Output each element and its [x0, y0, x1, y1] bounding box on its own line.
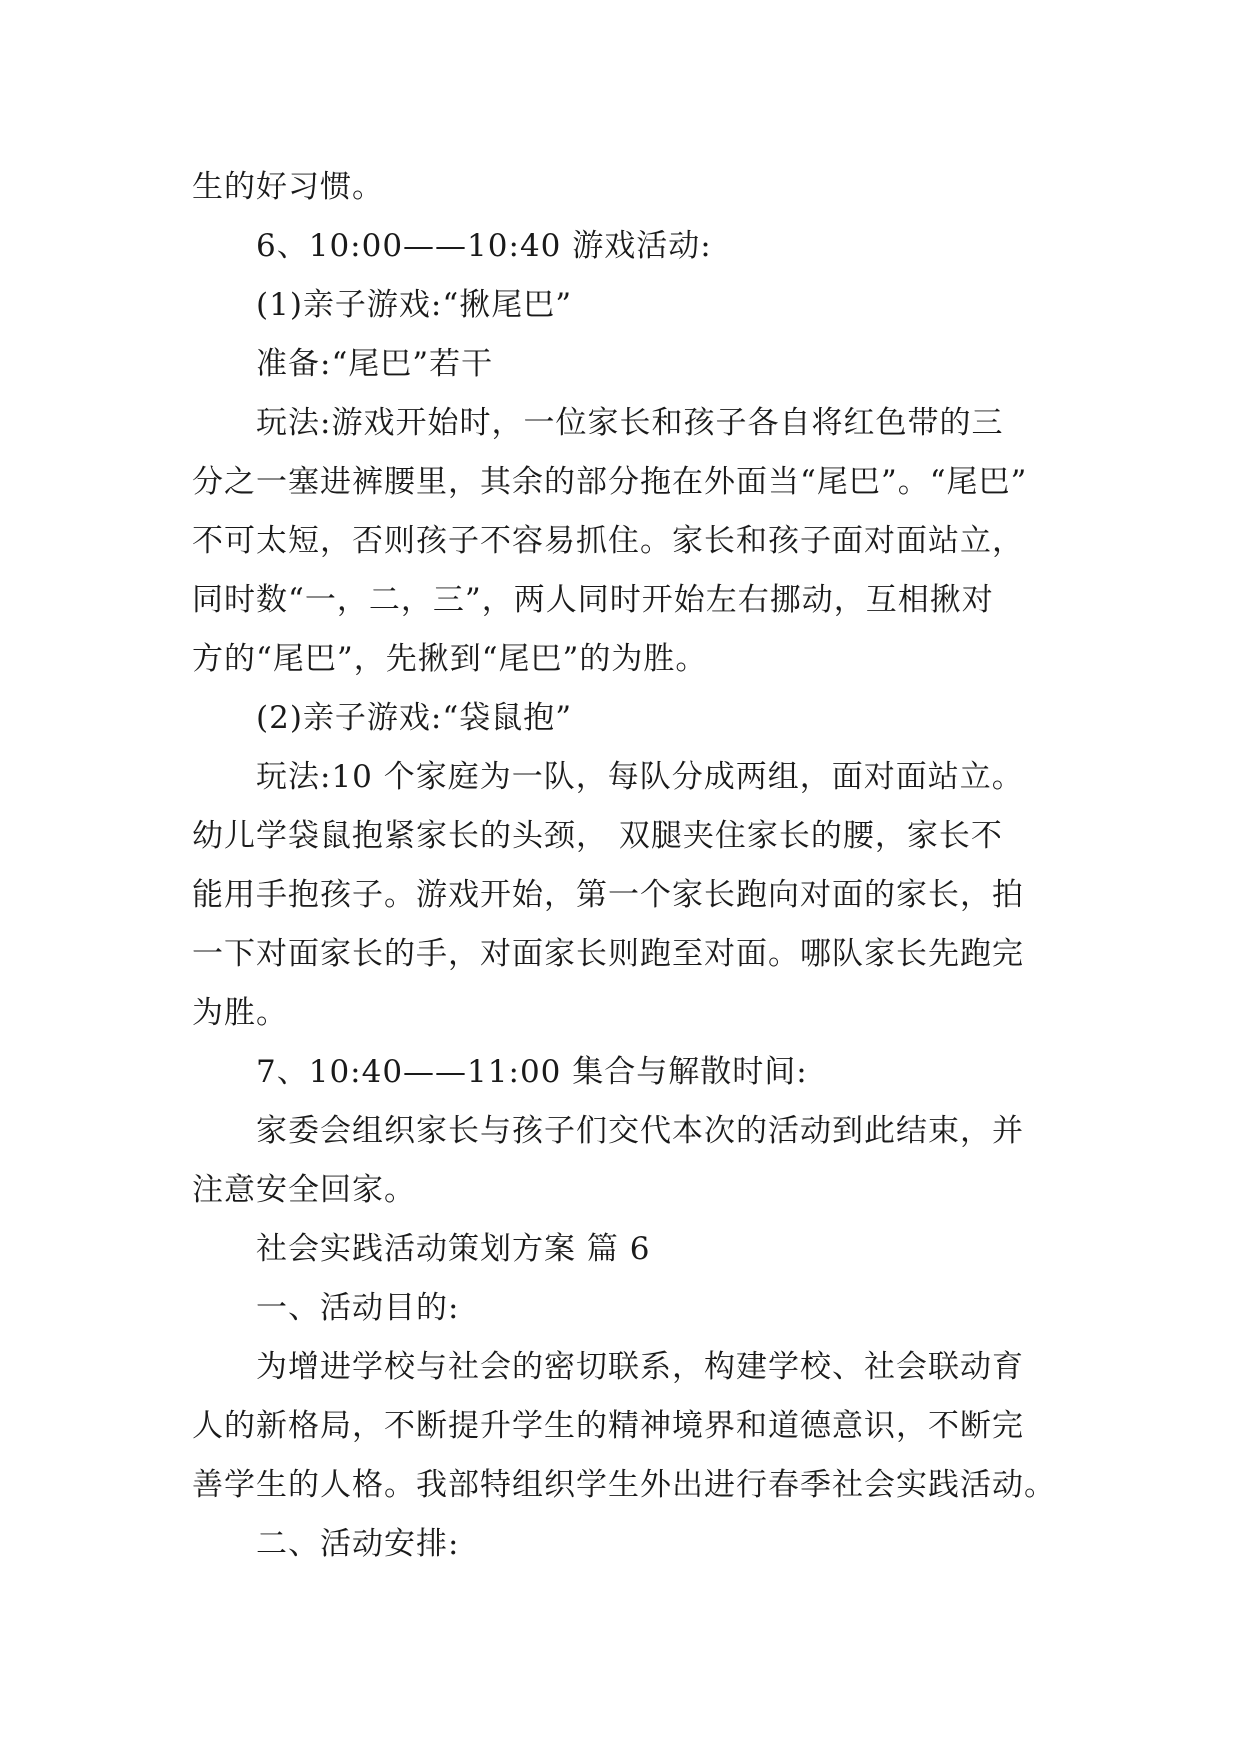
text-line: 注意安全回家。 — [192, 1172, 416, 1208]
subsection-heading: 一、活动目的: — [256, 1290, 460, 1326]
text-line: 为胜。 — [192, 995, 288, 1031]
text-line: 幼儿学袋鼠抱紧家长的头颈， 双腿夹住家长的腰，家长不 — [192, 818, 1003, 854]
text-line: (1)亲子游戏:“揪尾巴” — [256, 287, 573, 323]
document-body — [192, 158, 1072, 1574]
text-line: 玩法:游戏开始时，一位家长和孩子各自将红色带的三 — [256, 405, 1004, 441]
text-line: 一下对面家长的手，对面家长则跑至对面。哪队家长先跑完 — [192, 936, 1024, 972]
text-line: 准备:“尾巴”若干 — [256, 346, 494, 382]
text-line: 人的新格局，不断提升学生的精神境界和道德意识，不断完 — [192, 1408, 1024, 1444]
text-line: 家委会组织家长与孩子们交代本次的活动到此结束，并 — [256, 1113, 1024, 1149]
text-line: 方的“尾巴”，先揪到“尾巴”的为胜。 — [192, 641, 708, 677]
text-line: (2)亲子游戏:“袋鼠抱” — [256, 700, 573, 736]
text-line: 生的好习惯。 — [192, 169, 384, 205]
text-line: 分之一塞进裤腰里，其余的部分拖在外面当“尾巴”。“尾巴” — [192, 464, 1028, 500]
text-line: 玩法:10 个家庭为一队，每队分成两组，面对面站立。 — [256, 759, 1024, 795]
text-line: 同时数“一，二，三”，两人同时开始左右挪动，互相揪对 — [192, 582, 994, 618]
text-line: 能用手抱孩子。游戏开始，第一个家长跑向对面的家长，拍 — [192, 877, 1024, 913]
text-line: 不可太短，否则孩子不容易抓住。家长和孩子面对面站立， — [192, 523, 1024, 559]
text-line: 6、10:00——10:40 游戏活动: — [256, 228, 712, 264]
section-heading: 社会实践活动策划方案 篇 6 — [256, 1231, 651, 1267]
text-line: 7、10:40——11:00 集合与解散时间: — [256, 1054, 808, 1090]
subsection-heading: 二、活动安排: — [256, 1526, 460, 1562]
text-line: 为增进学校与社会的密切联系，构建学校、社会联动育 — [256, 1349, 1024, 1385]
text-line: 善学生的人格。我部特组织学生外出进行春季社会实践活动。 — [192, 1467, 1056, 1503]
